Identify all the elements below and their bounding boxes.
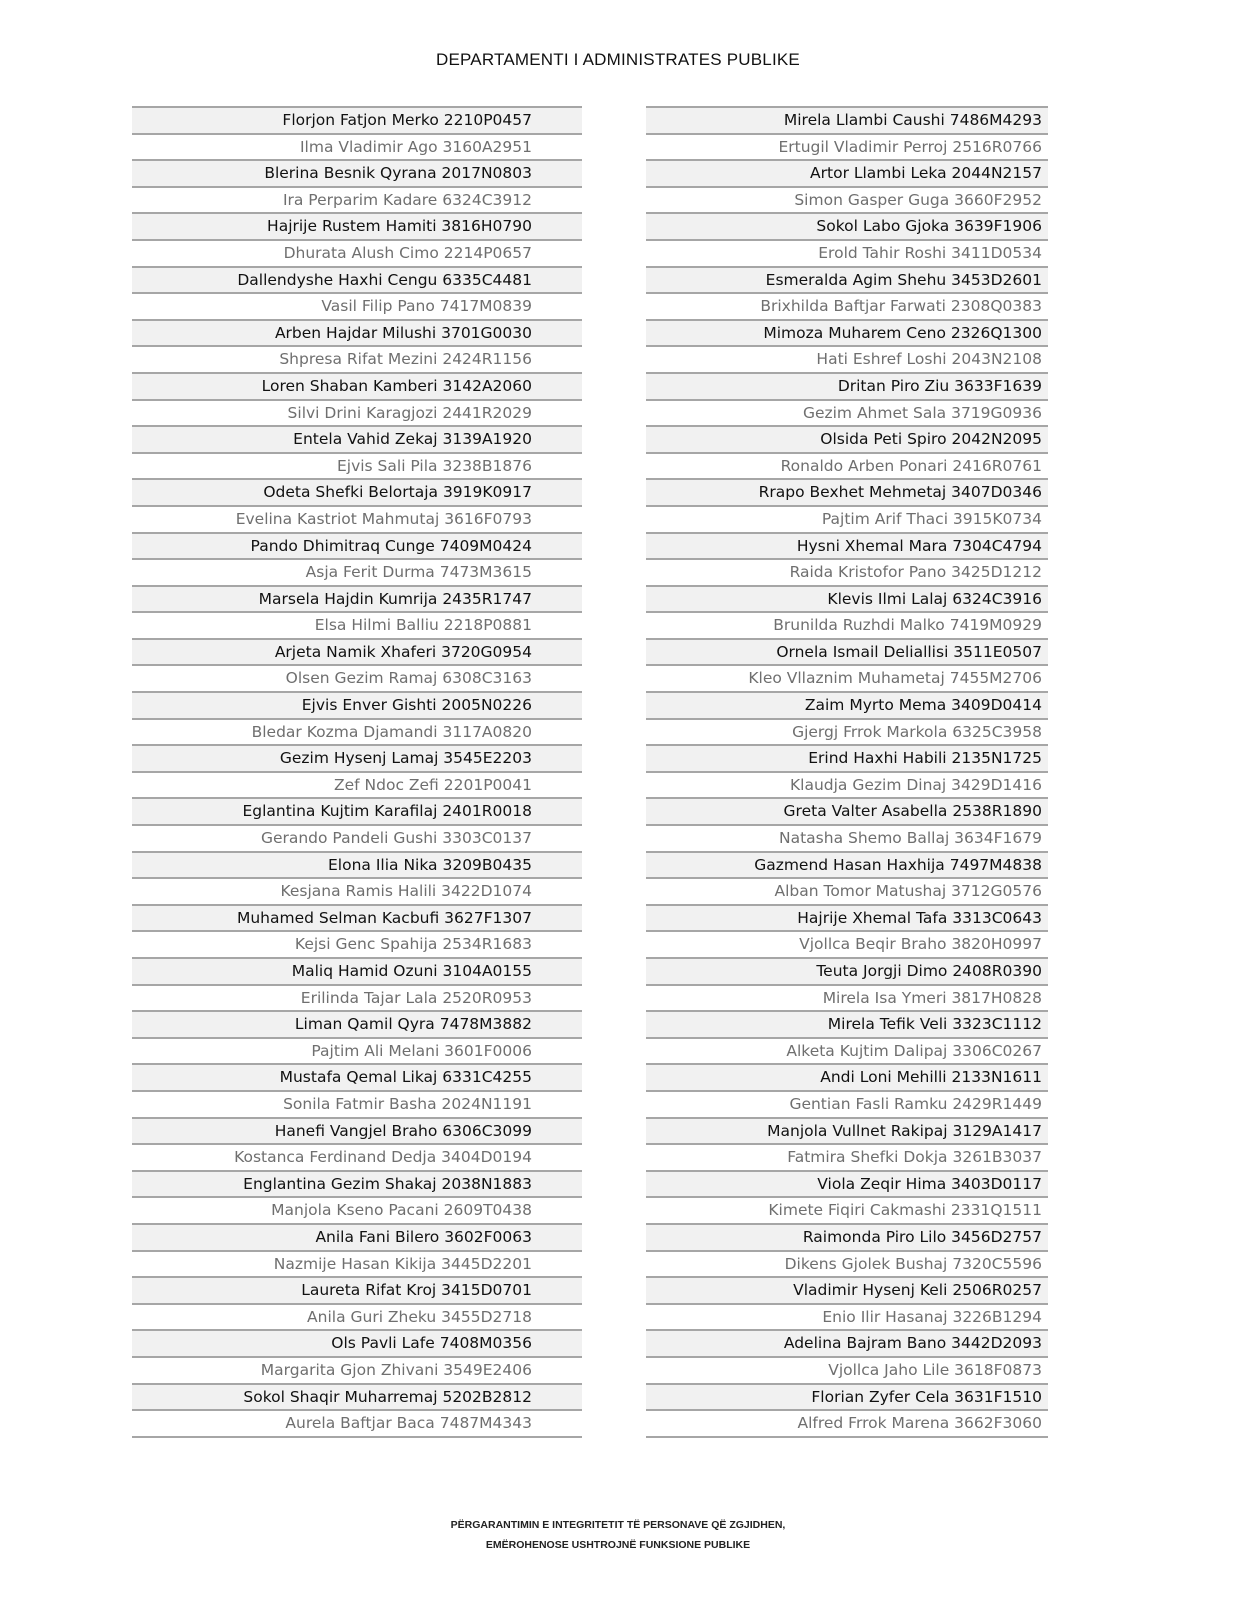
list-item: Vasil Filip Pano 7417M0839 [132, 294, 582, 321]
list-item: Erilinda Tajar Lala 2520R0953 [132, 986, 582, 1013]
page-footer [0, 1515, 1236, 1555]
list-item: Enio Ilir Hasanaj 3226B1294 [646, 1305, 1048, 1332]
list-item: Evelina Kastriot Mahmutaj 3616F0793 [132, 507, 582, 534]
list-item: Florjon Fatjon Merko 2210P0457 [132, 108, 582, 135]
list-item: Hajrije Rustem Hamiti 3816H0790 [132, 214, 582, 241]
list-item: Mustafa Qemal Likaj 6331C4255 [132, 1065, 582, 1092]
list-item: Dritan Piro Ziu 3633F1639 [646, 374, 1048, 401]
list-item: Sonila Fatmir Basha 2024N1191 [132, 1092, 582, 1119]
list-item: Odeta Shefki Belortaja 3919K0917 [132, 480, 582, 507]
left-name-list [132, 106, 582, 1438]
list-item: Ejvis Enver Gishti 2005N0226 [132, 693, 582, 720]
list-item: Sokol Shaqir Muharremaj 5202B2812 [132, 1385, 582, 1412]
list-item: Kesjana Ramis Halili 3422D1074 [132, 879, 582, 906]
list-item: Dikens Gjolek Bushaj 7320C5596 [646, 1252, 1048, 1279]
list-item: Entela Vahid Zekaj 3139A1920 [132, 427, 582, 454]
list-item: Englantina Gezim Shakaj 2038N1883 [132, 1172, 582, 1199]
list-item: Vjollca Beqir Braho 3820H0997 [646, 932, 1048, 959]
list-item: Artor Llambi Leka 2044N2157 [646, 161, 1048, 188]
list-item: Arben Hajdar Milushi 3701G0030 [132, 321, 582, 348]
list-item: Zaim Myrto Mema 3409D0414 [646, 693, 1048, 720]
list-item: Alketa Kujtim Dalipaj 3306C0267 [646, 1039, 1048, 1066]
list-item: Ilma Vladimir Ago 3160A2951 [132, 135, 582, 162]
list-item: Simon Gasper Guga 3660F2952 [646, 188, 1048, 215]
list-item: Mirela Llambi Caushi 7486M4293 [646, 108, 1048, 135]
list-item: Kejsi Genc Spahija 2534R1683 [132, 932, 582, 959]
list-item: Ertugil Vladimir Perroj 2516R0766 [646, 135, 1048, 162]
list-item: Alban Tomor Matushaj 3712G0576 [646, 879, 1048, 906]
list-item: Ejvis Sali Pila 3238B1876 [132, 454, 582, 481]
list-item: Hati Eshref Loshi 2043N2108 [646, 347, 1048, 374]
list-item: Kimete Fiqiri Cakmashi 2331Q1511 [646, 1198, 1048, 1225]
list-item: Gerando Pandeli Gushi 3303C0137 [132, 826, 582, 853]
page-title: DEPARTAMENTI I ADMINISTRATES PUBLIKE [436, 50, 800, 69]
list-item: Rrapo Bexhet Mehmetaj 3407D0346 [646, 480, 1048, 507]
list-item: Hysni Xhemal Mara 7304C4794 [646, 534, 1048, 561]
list-item: Kostanca Ferdinand Dedja 3404D0194 [132, 1145, 582, 1172]
list-item: Eglantina Kujtim Karafilaj 2401R0018 [132, 799, 582, 826]
list-item: Teuta Jorgji Dimo 2408R0390 [646, 959, 1048, 986]
list-item: Vladimir Hysenj Keli 2506R0257 [646, 1278, 1048, 1305]
list-item: Esmeralda Agim Shehu 3453D2601 [646, 268, 1048, 295]
list-item: Hajrije Xhemal Tafa 3313C0643 [646, 906, 1048, 933]
footer-line-1: PËRGARANTIMIN E INTEGRITETIT TË PERSONAVE QË ZGJIDHEN, [450, 1519, 786, 1531]
list-item: Alfred Frrok Marena 3662F3060 [646, 1411, 1048, 1438]
list-item: Blerina Besnik Qyrana 2017N0803 [132, 161, 582, 188]
list-item: Pajtim Ali Melani 3601F0006 [132, 1039, 582, 1066]
list-item: Manjola Kseno Pacani 2609T0438 [132, 1198, 582, 1225]
list-item: Mirela Tefik Veli 3323C1112 [646, 1012, 1048, 1039]
list-item: Pajtim Arif Thaci 3915K0734 [646, 507, 1048, 534]
list-item: Anila Guri Zheku 3455D2718 [132, 1305, 582, 1332]
list-item: Gezim Hysenj Lamaj 3545E2203 [132, 746, 582, 773]
list-item: Anila Fani Bilero 3602F0063 [132, 1225, 582, 1252]
list-item: Elsa Hilmi Balliu 2218P0881 [132, 613, 582, 640]
list-item: Vjollca Jaho Lile 3618F0873 [646, 1358, 1048, 1385]
list-item: Kleo Vllaznim Muhametaj 7455M2706 [646, 666, 1048, 693]
list-item: Raida Kristofor Pano 3425D1212 [646, 560, 1048, 587]
list-item: Marsela Hajdin Kumrija 2435R1747 [132, 587, 582, 614]
list-item: Zef Ndoc Zefi 2201P0041 [132, 773, 582, 800]
list-item: Arjeta Namik Xhaferi 3720G0954 [132, 640, 582, 667]
list-item: Mimoza Muharem Ceno 2326Q1300 [646, 321, 1048, 348]
list-item: Elona Ilia Nika 3209B0435 [132, 853, 582, 880]
list-item: Ornela Ismail Deliallisi 3511E0507 [646, 640, 1048, 667]
list-item: Adelina Bajram Bano 3442D2093 [646, 1331, 1048, 1358]
list-item: Gentian Fasli Ramku 2429R1449 [646, 1092, 1048, 1119]
list-item: Loren Shaban Kamberi 3142A2060 [132, 374, 582, 401]
list-item: Raimonda Piro Lilo 3456D2757 [646, 1225, 1048, 1252]
list-item: Sokol Labo Gjoka 3639F1906 [646, 214, 1048, 241]
list-item: Dallendyshe Haxhi Cengu 6335C4481 [132, 268, 582, 295]
list-item: Erind Haxhi Habili 2135N1725 [646, 746, 1048, 773]
list-item: Muhamed Selman Kacbufi 3627F1307 [132, 906, 582, 933]
list-item: Andi Loni Mehilli 2133N1611 [646, 1065, 1048, 1092]
list-item: Viola Zeqir Hima 3403D0117 [646, 1172, 1048, 1199]
list-item: Greta Valter Asabella 2538R1890 [646, 799, 1048, 826]
list-item: Ols Pavli Lafe 7408M0356 [132, 1331, 582, 1358]
list-item: Gazmend Hasan Haxhija 7497M4838 [646, 853, 1048, 880]
list-item: Pando Dhimitraq Cunge 7409M0424 [132, 534, 582, 561]
list-item: Erold Tahir Roshi 3411D0534 [646, 241, 1048, 268]
list-item: Bledar Kozma Djamandi 3117A0820 [132, 720, 582, 747]
footer-line-2: EMËROHENOSE USHTROJNË FUNKSIONE PUBLIKE [485, 1539, 751, 1551]
right-name-list [646, 106, 1048, 1438]
list-item: Hanefi Vangjel Braho 6306C3099 [132, 1119, 582, 1146]
list-item: Laureta Rifat Kroj 3415D0701 [132, 1278, 582, 1305]
list-item: Shpresa Rifat Mezini 2424R1156 [132, 347, 582, 374]
list-item: Gjergj Frrok Markola 6325C3958 [646, 720, 1048, 747]
list-item: Mirela Isa Ymeri 3817H0828 [646, 986, 1048, 1013]
list-item: Florian Zyfer Cela 3631F1510 [646, 1385, 1048, 1412]
list-item: Olsida Peti Spiro 2042N2095 [646, 427, 1048, 454]
list-item: Olsen Gezim Ramaj 6308C3163 [132, 666, 582, 693]
list-item: Silvi Drini Karagjozi 2441R2029 [132, 401, 582, 428]
list-item: Brixhilda Baftjar Farwati 2308Q0383 [646, 294, 1048, 321]
list-item: Liman Qamil Qyra 7478M3882 [132, 1012, 582, 1039]
list-item: Nazmije Hasan Kikija 3445D2201 [132, 1252, 582, 1279]
list-item: Dhurata Alush Cimo 2214P0657 [132, 241, 582, 268]
list-item: Fatmira Shefki Dokja 3261B3037 [646, 1145, 1048, 1172]
list-item: Ira Perparim Kadare 6324C3912 [132, 188, 582, 215]
list-item: Klaudja Gezim Dinaj 3429D1416 [646, 773, 1048, 800]
list-item: Gezim Ahmet Sala 3719G0936 [646, 401, 1048, 428]
list-item: Brunilda Ruzhdi Malko 7419M0929 [646, 613, 1048, 640]
list-item: Asja Ferit Durma 7473M3615 [132, 560, 582, 587]
list-item: Natasha Shemo Ballaj 3634F1679 [646, 826, 1048, 853]
list-item: Maliq Hamid Ozuni 3104A0155 [132, 959, 582, 986]
list-item: Aurela Baftjar Baca 7487M4343 [132, 1411, 582, 1438]
list-item: Margarita Gjon Zhivani 3549E2406 [132, 1358, 582, 1385]
list-item: Manjola Vullnet Rakipaj 3129A1417 [646, 1119, 1048, 1146]
list-item: Ronaldo Arben Ponari 2416R0761 [646, 454, 1048, 481]
list-item: Klevis Ilmi Lalaj 6324C3916 [646, 587, 1048, 614]
